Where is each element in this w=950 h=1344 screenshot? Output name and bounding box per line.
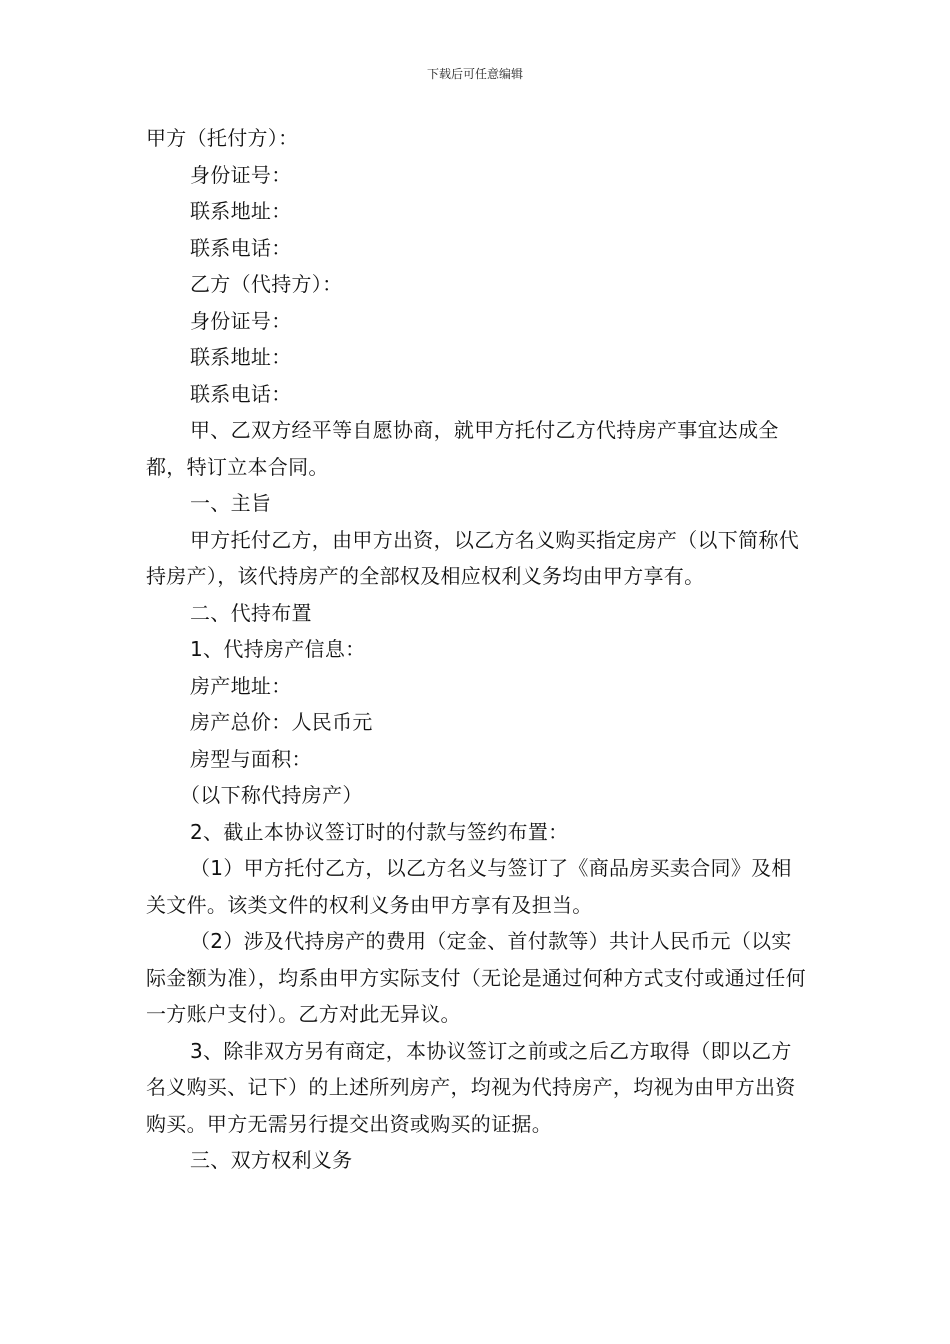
section-1-heading: 一、主旨 [190,491,272,515]
section-1-paragraph: 甲方托付乙方，由甲方出资，以乙方名义购买指定房产（以下简称代持房产），该代持房产的全部权及相应权利义务均由甲方享有。 [146,527,799,588]
property-alias-line: （以下称代持房产） [180,783,363,807]
section-3-heading: 三、双方权利义务 [190,1148,353,1172]
clause-2-2-1-paragraph: （1）甲方托付乙方，以乙方名义与签订了《商品房买卖合同》及相关文件。该类文件的权利义务由甲方享有及担当。 [146,856,792,917]
party-a-phone-line: 联系电话： [190,235,292,260]
party-b-heading: 乙方（代持方）： [190,272,343,296]
party-b-phone-line: 联系电话： [190,381,292,406]
party-a-heading: 甲方（托付方）： [146,126,299,150]
preamble-paragraph: 甲、乙双方经平等自愿协商，就甲方托付乙方代持房产事宜达成全都，特订立本合同。 [146,418,779,479]
page-header-note: 下载后可任意编辑 [426,67,523,81]
property-address-line: 房产地址： [190,673,292,698]
property-type-area-line: 房型与面积： [190,746,312,771]
clause-2-2-heading: 2、截止本协议签订时的付款与签约布置： [190,819,569,844]
clause-2-3-paragraph: 3、除非双方另有商定，本协议签订之前或之后乙方取得（即以乙方名义购买、记下）的上述所列房产，均视为代持房产，均视为由甲方出资购买。甲方无需另行提交出资或购买的证据。 [146,1038,796,1136]
clause-2-2-2-paragraph: （2）涉及代持房产的费用（定金、首付款等）共计人民币元（以实际金额为准），均系由甲方实际支付（无论是通过何种方式支付或通过任何一方账户支付）。乙方对此无异议。 [146,929,806,1026]
party-b-id-line: 身份证号： [190,308,292,333]
party-b-address-line: 联系地址： [190,345,292,369]
party-a-id-line: 身份证号： [190,162,292,187]
party-a-address-line: 联系地址： [190,199,292,223]
section-2-heading: 二、代持布置 [190,600,312,625]
property-price-line: 房产总价：人民币元 [190,710,373,734]
clause-2-1-heading: 1、代持房产信息： [190,637,366,661]
contract-body [146,120,806,1179]
